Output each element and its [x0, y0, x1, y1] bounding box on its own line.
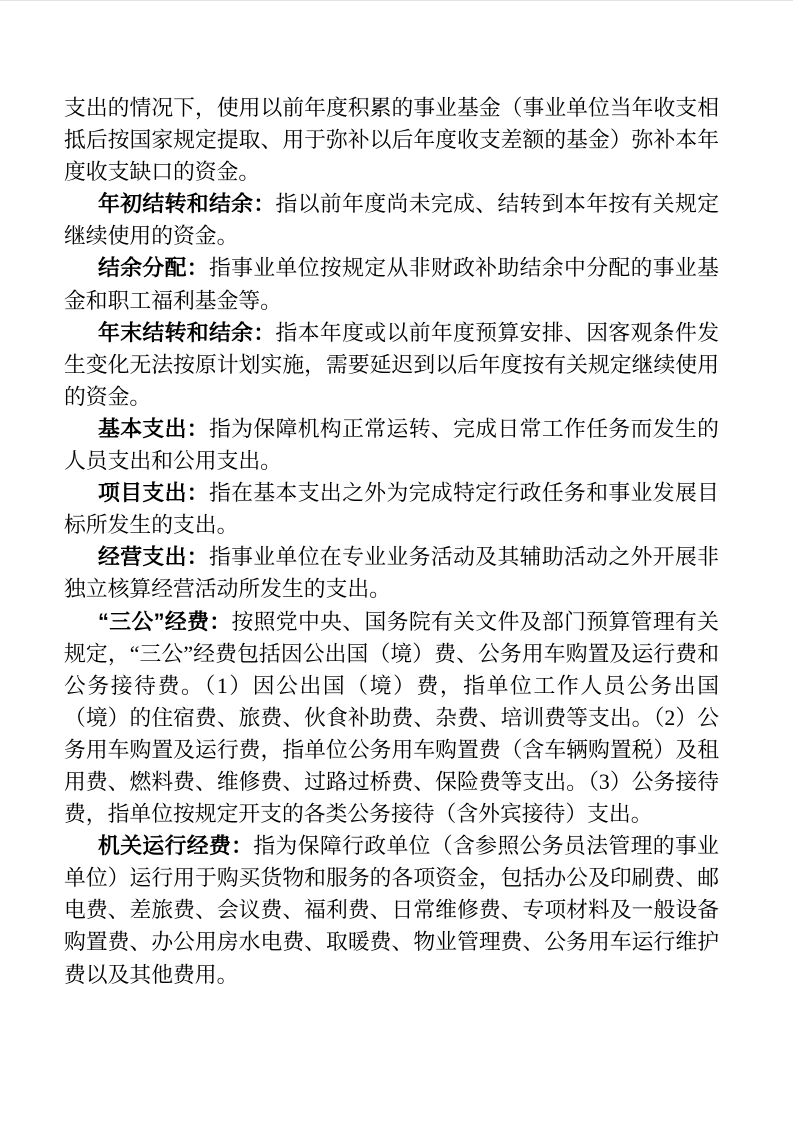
paragraph-text: 按照党中央、国务院有关文件及部门预算管理有关规定，“三公”经费包括因公出国（境）费、公务用车购置及运行费和公务接待费。（1）因公出国（境）费，指单位工作人员公务出国（境）的住宿费、旅费、伙食补助费、杂费、培训费等支出。（2）公务用车购置及运行费，指单位公务用车购置费（含车辆购置税）及租用费、燃料费、维修费、过路过桥费、保险费等支出。（3）公务接待费，指单位按规定开支的各类公务接待（含外宾接待）支出。: [64, 609, 719, 827]
paragraph: [64, 477, 719, 541]
paragraph: [64, 317, 719, 413]
paragraph: [64, 606, 719, 831]
term-label: 项目支出：: [98, 480, 209, 506]
term-label: 经营支出：: [98, 544, 209, 570]
paragraph: [64, 830, 719, 990]
paragraph: [64, 252, 719, 316]
term-label: 年末结转和结余：: [98, 319, 276, 345]
paragraph: [64, 413, 719, 477]
page-top-edge: [0, 0, 793, 1]
paragraph: [64, 188, 719, 252]
paragraph: [64, 541, 719, 605]
paragraph-text: 指事业单位按规定从非财政补助结余中分配的事业基金和职工福利基金等。: [64, 256, 719, 313]
paragraph-text: 指为保障行政单位（含参照公务员法管理的事业单位）运行用于购买货物和服务的各项资金，包括办公及印刷费、邮电费、差旅费、会议费、福利费、日常维修费、专项材料及一般设备购置费、办公用房水电费、取暖费、物业管理费、公务用车运行维护费以及其他费用。: [64, 834, 719, 987]
paragraph-text: 支出的情况下，使用以前年度积累的事业基金（事业单位当年收支相抵后按国家规定提取、用于弥补以后年度收支差额的基金）弥补本年度收支缺口的资金。: [64, 96, 719, 185]
paragraph-text: 指以前年度尚未完成、结转到本年按有关规定继续使用的资金。: [64, 192, 719, 249]
document-body: [64, 92, 719, 991]
paragraph-text: 指事业单位在专业业务活动及其辅助活动之外开展非独立核算经营活动所发生的支出。: [64, 545, 719, 602]
term-label: 结余分配：: [98, 255, 209, 281]
term-label: “三公”经费：: [98, 608, 232, 634]
paragraph: [64, 92, 719, 188]
term-label: 机关运行经费：: [98, 833, 254, 859]
term-label: 基本支出：: [98, 415, 209, 441]
term-label: 年初结转和结余：: [98, 191, 276, 217]
paragraph-text: 指在基本支出之外为完成特定行政任务和事业发展目标所发生的支出。: [64, 481, 719, 538]
paragraph-text: 指本年度或以前年度预算安排、因客观条件发生变化无法按原计划实施，需要延迟到以后年度按有关规定继续使用的资金。: [64, 320, 719, 409]
paragraph-text: 指为保障机构正常运转、完成日常工作任务而发生的人员支出和公用支出。: [64, 416, 719, 474]
